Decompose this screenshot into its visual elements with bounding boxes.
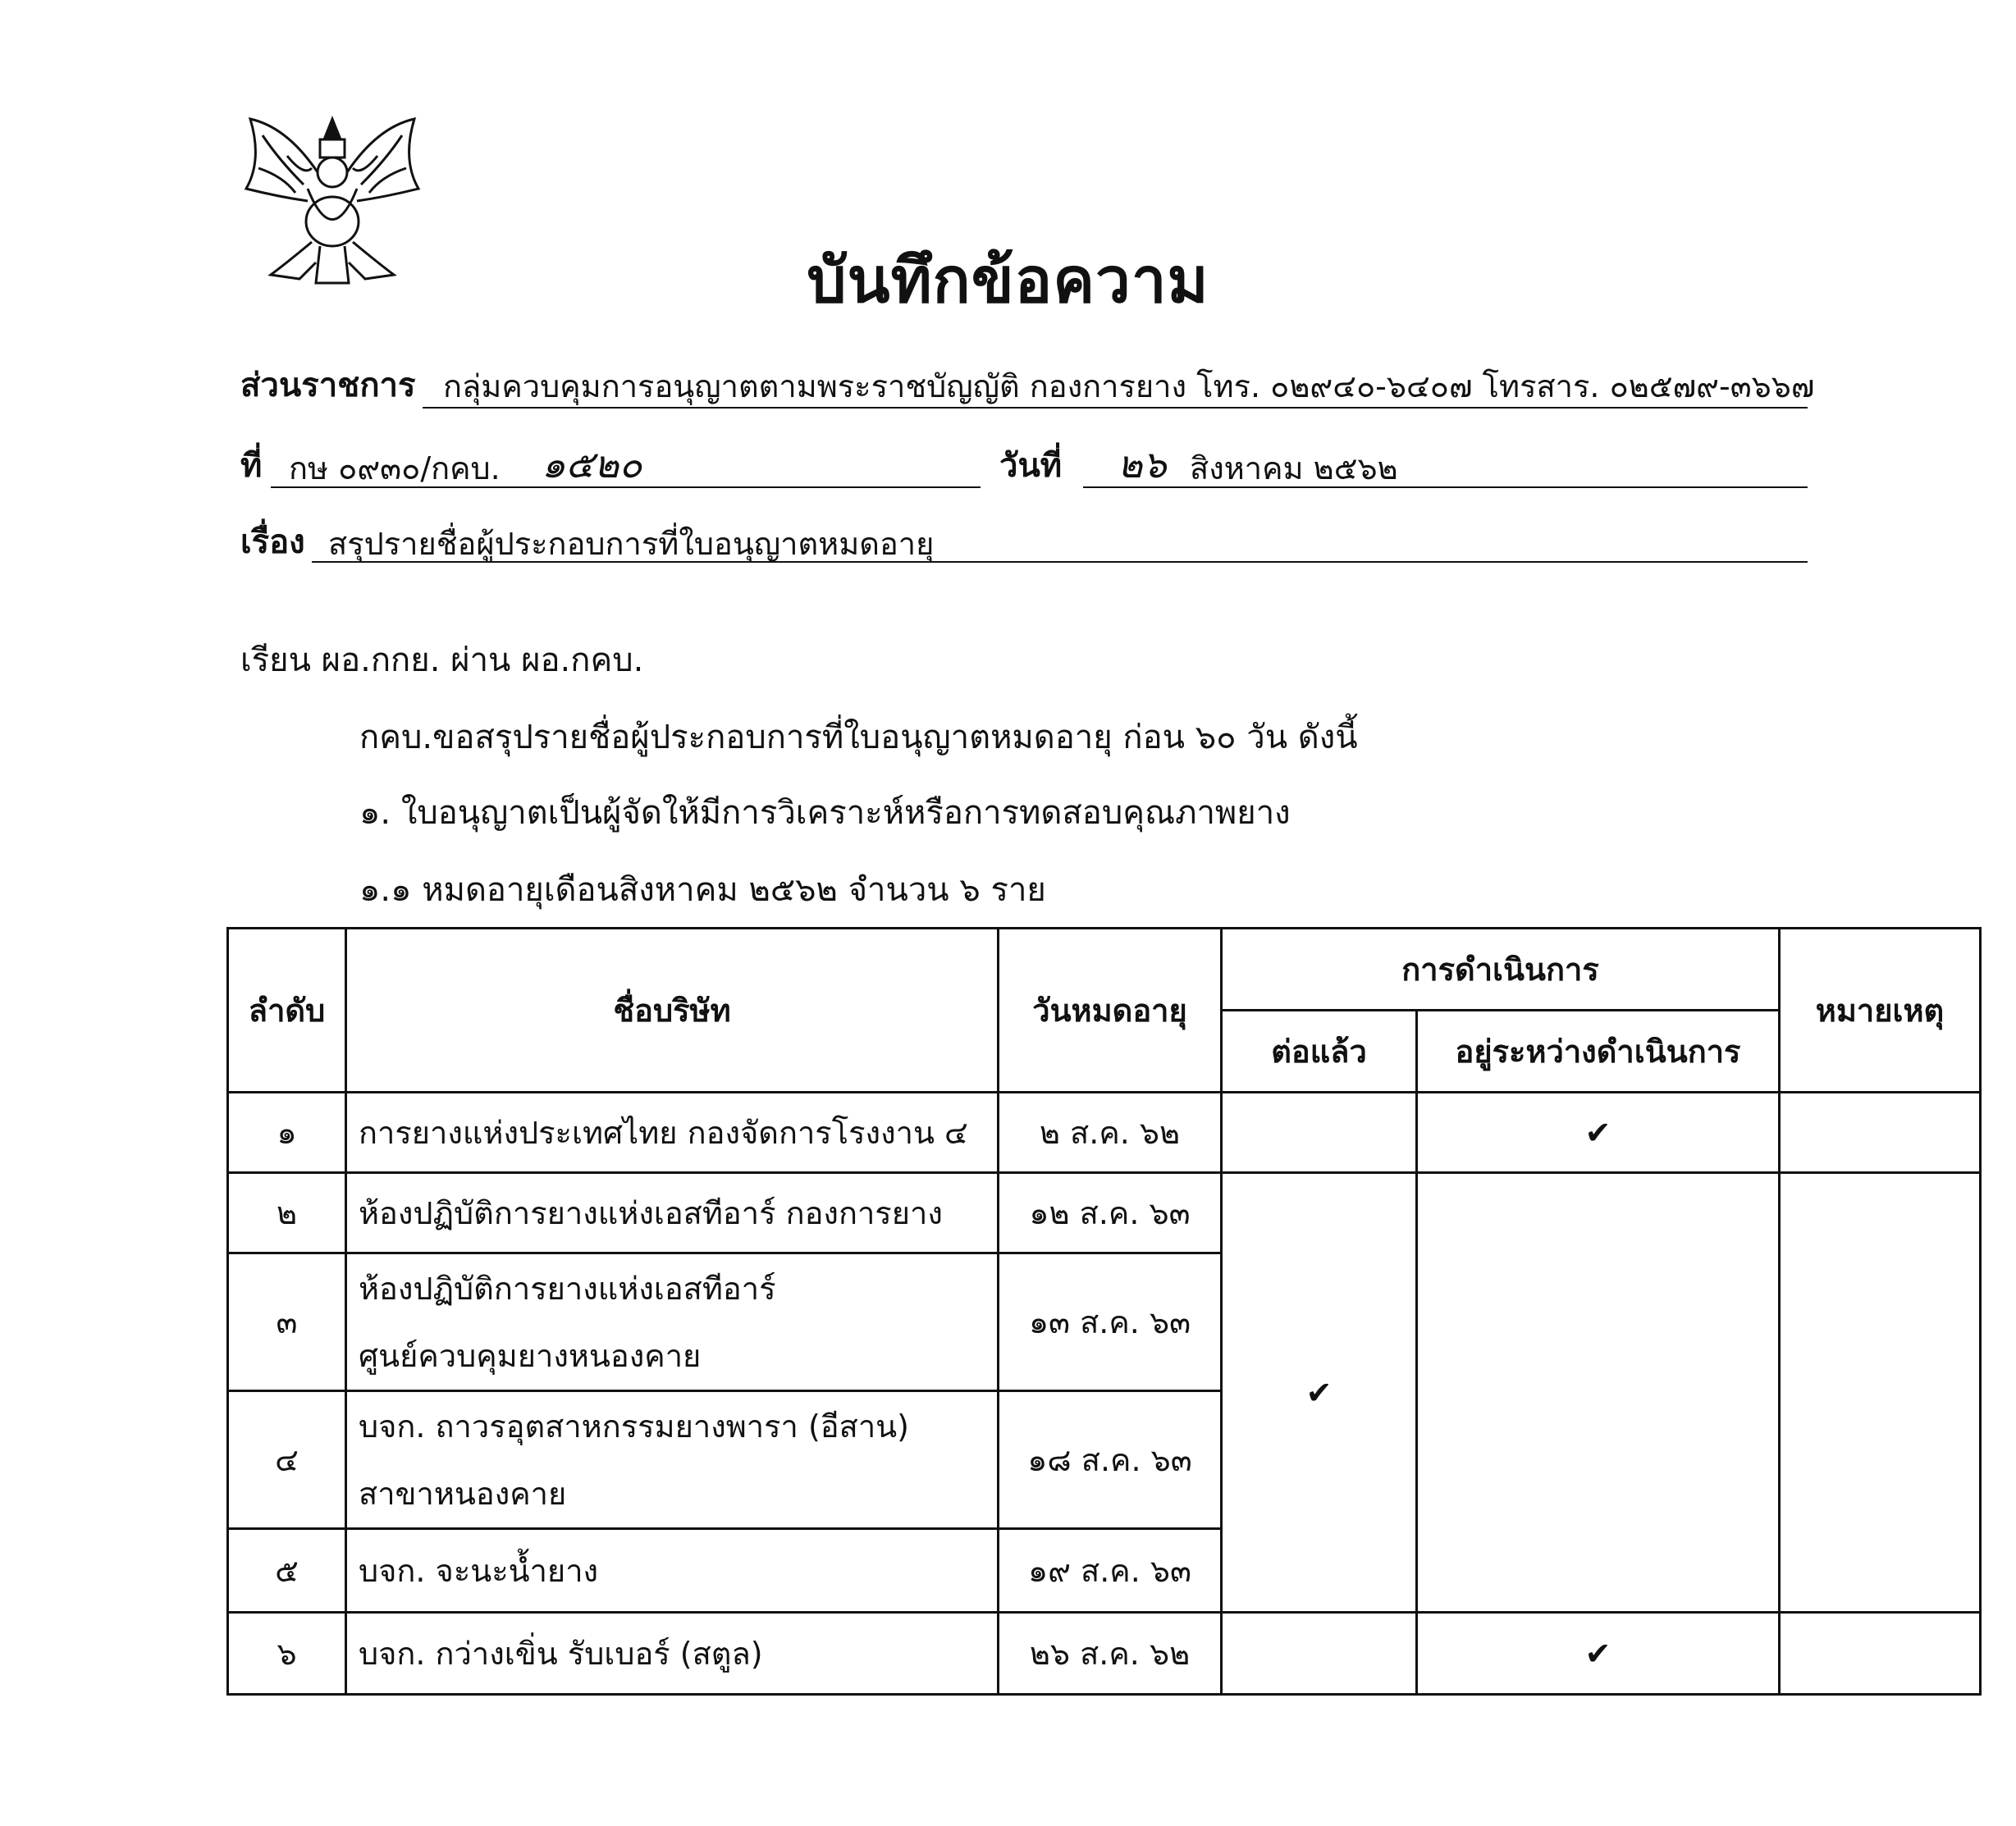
ref-label: ที่ [240, 447, 263, 485]
row-expiry: ๒ ส.ค. ๖๒ [999, 1093, 1222, 1173]
subject-underline [312, 561, 1808, 563]
row-expiry: ๑๙ ส.ค. ๖๓ [999, 1529, 1222, 1613]
subject-label: เรื่อง [240, 523, 305, 561]
row-in-progress-check-icon: ✔ [1417, 1613, 1780, 1695]
row-expiry: ๑๓ ส.ค. ๖๓ [999, 1253, 1222, 1391]
header-renewed: ต่อแล้ว [1222, 1011, 1417, 1093]
header-no: ลำดับ [228, 929, 346, 1093]
row-no: ๖ [228, 1613, 346, 1695]
row-expiry: ๒๖ ส.ค. ๖๒ [999, 1613, 1222, 1695]
header-company: ชื่อบริษัท [346, 929, 999, 1093]
row-expiry: ๑๒ ส.ค. ๖๓ [999, 1173, 1222, 1253]
intro-paragraph: กคบ.ขอสรุปรายชื่อผู้ประกอบการที่ใบอนุญาตหมดอายุ ก่อน ๖๐ วัน ดังนี้ [359, 719, 1358, 756]
row-no: ๒ [228, 1173, 346, 1253]
item-1: ๑. ใบอนุญาตเป็นผู้จัดให้มีการวิเคราะห์หรือการทดสอบคุณภาพยาง [359, 794, 1291, 832]
subject-value: สรุปรายชื่อผู้ประกอบการที่ใบอนุญาตหมดอายุ [328, 526, 935, 562]
ref-underline [271, 486, 981, 488]
row-company: บจก. กว่างเขิ่น รับเบอร์ (สตูล) [346, 1613, 999, 1695]
row-in-progress-check-icon: ✔ [1417, 1093, 1780, 1173]
row-no: ๔ [228, 1391, 346, 1529]
agency-label: ส่วนราชการ [240, 367, 416, 404]
row-company-line1: บจก. ถาวรอุตสาหกรรมยางพารา (อีสาน) [359, 1408, 909, 1445]
row-no: ๑ [228, 1093, 346, 1173]
row-company-line2: สาขาหนองคาย [359, 1475, 567, 1512]
row-company [346, 1253, 999, 1391]
row-renewed-cell [1222, 1613, 1417, 1695]
document-title: บันทึกข้อความ [807, 244, 1209, 317]
item-1-1: ๑.๑ หมดอายุเดือนสิงหาคม ๒๕๖๒ จำนวน ๖ ราย [359, 871, 1046, 909]
ref-handwritten-number: ๑๕๒๐ [542, 442, 642, 486]
row-company: บจก. จะนะน้ำยาง [346, 1529, 999, 1613]
header-expiry: วันหมดอายุ [999, 929, 1222, 1093]
row-remark-cell [1780, 1613, 1981, 1695]
date-day-handwritten: ๒๖ [1118, 442, 1167, 486]
agency-value: กลุ่มควบคุมการอนุญาตตามพระราชบัญญัติ กองการยาง โทร. ๐๒๙๔๐-๖๔๐๗ โทรสาร. ๐๒๕๗๙-๓๖๖๗ [443, 368, 1815, 404]
row-no: ๓ [228, 1253, 346, 1391]
license-expiry-table [226, 927, 1982, 1696]
table-row [228, 1093, 1981, 1173]
table-row [228, 1173, 1981, 1253]
date-month-year: สิงหาคม ๒๕๖๒ [1190, 450, 1398, 486]
row-company: การยางแห่งประเทศไทย กองจัดการโรงงาน ๔ [346, 1093, 999, 1173]
renewed-group-check-icon: ✔ [1222, 1173, 1417, 1613]
header-action: การดำเนินการ [1222, 929, 1780, 1011]
in-progress-group-cell [1417, 1173, 1780, 1613]
row-expiry: ๑๘ ส.ค. ๖๓ [999, 1391, 1222, 1529]
date-underline [1083, 486, 1808, 488]
ref-value: กษ ๐๙๓๐/กคบ. [289, 450, 501, 486]
date-label: วันที่ [999, 447, 1063, 485]
row-company-line2: ศูนย์ควบคุมยางหนองคาย [359, 1337, 702, 1374]
row-no: ๕ [228, 1529, 346, 1613]
row-remark-cell [1780, 1093, 1981, 1173]
agency-underline [423, 407, 1808, 409]
row-company-line1: ห้องปฏิบัติการยางแห่งเอสทีอาร์ [359, 1270, 776, 1307]
header-remark: หมายเหตุ [1780, 929, 1981, 1093]
salutation: เรียน ผอ.กกย. ผ่าน ผอ.กคบ. [240, 641, 644, 679]
table-row [228, 1613, 1981, 1695]
row-company: ห้องปฏิบัติการยางแห่งเอสทีอาร์ กองการยาง [346, 1173, 999, 1253]
remark-group-cell [1780, 1173, 1981, 1613]
header-in-progress: อยู่ระหว่างดำเนินการ [1417, 1011, 1780, 1093]
row-renewed-cell [1222, 1093, 1417, 1173]
row-company [346, 1391, 999, 1529]
